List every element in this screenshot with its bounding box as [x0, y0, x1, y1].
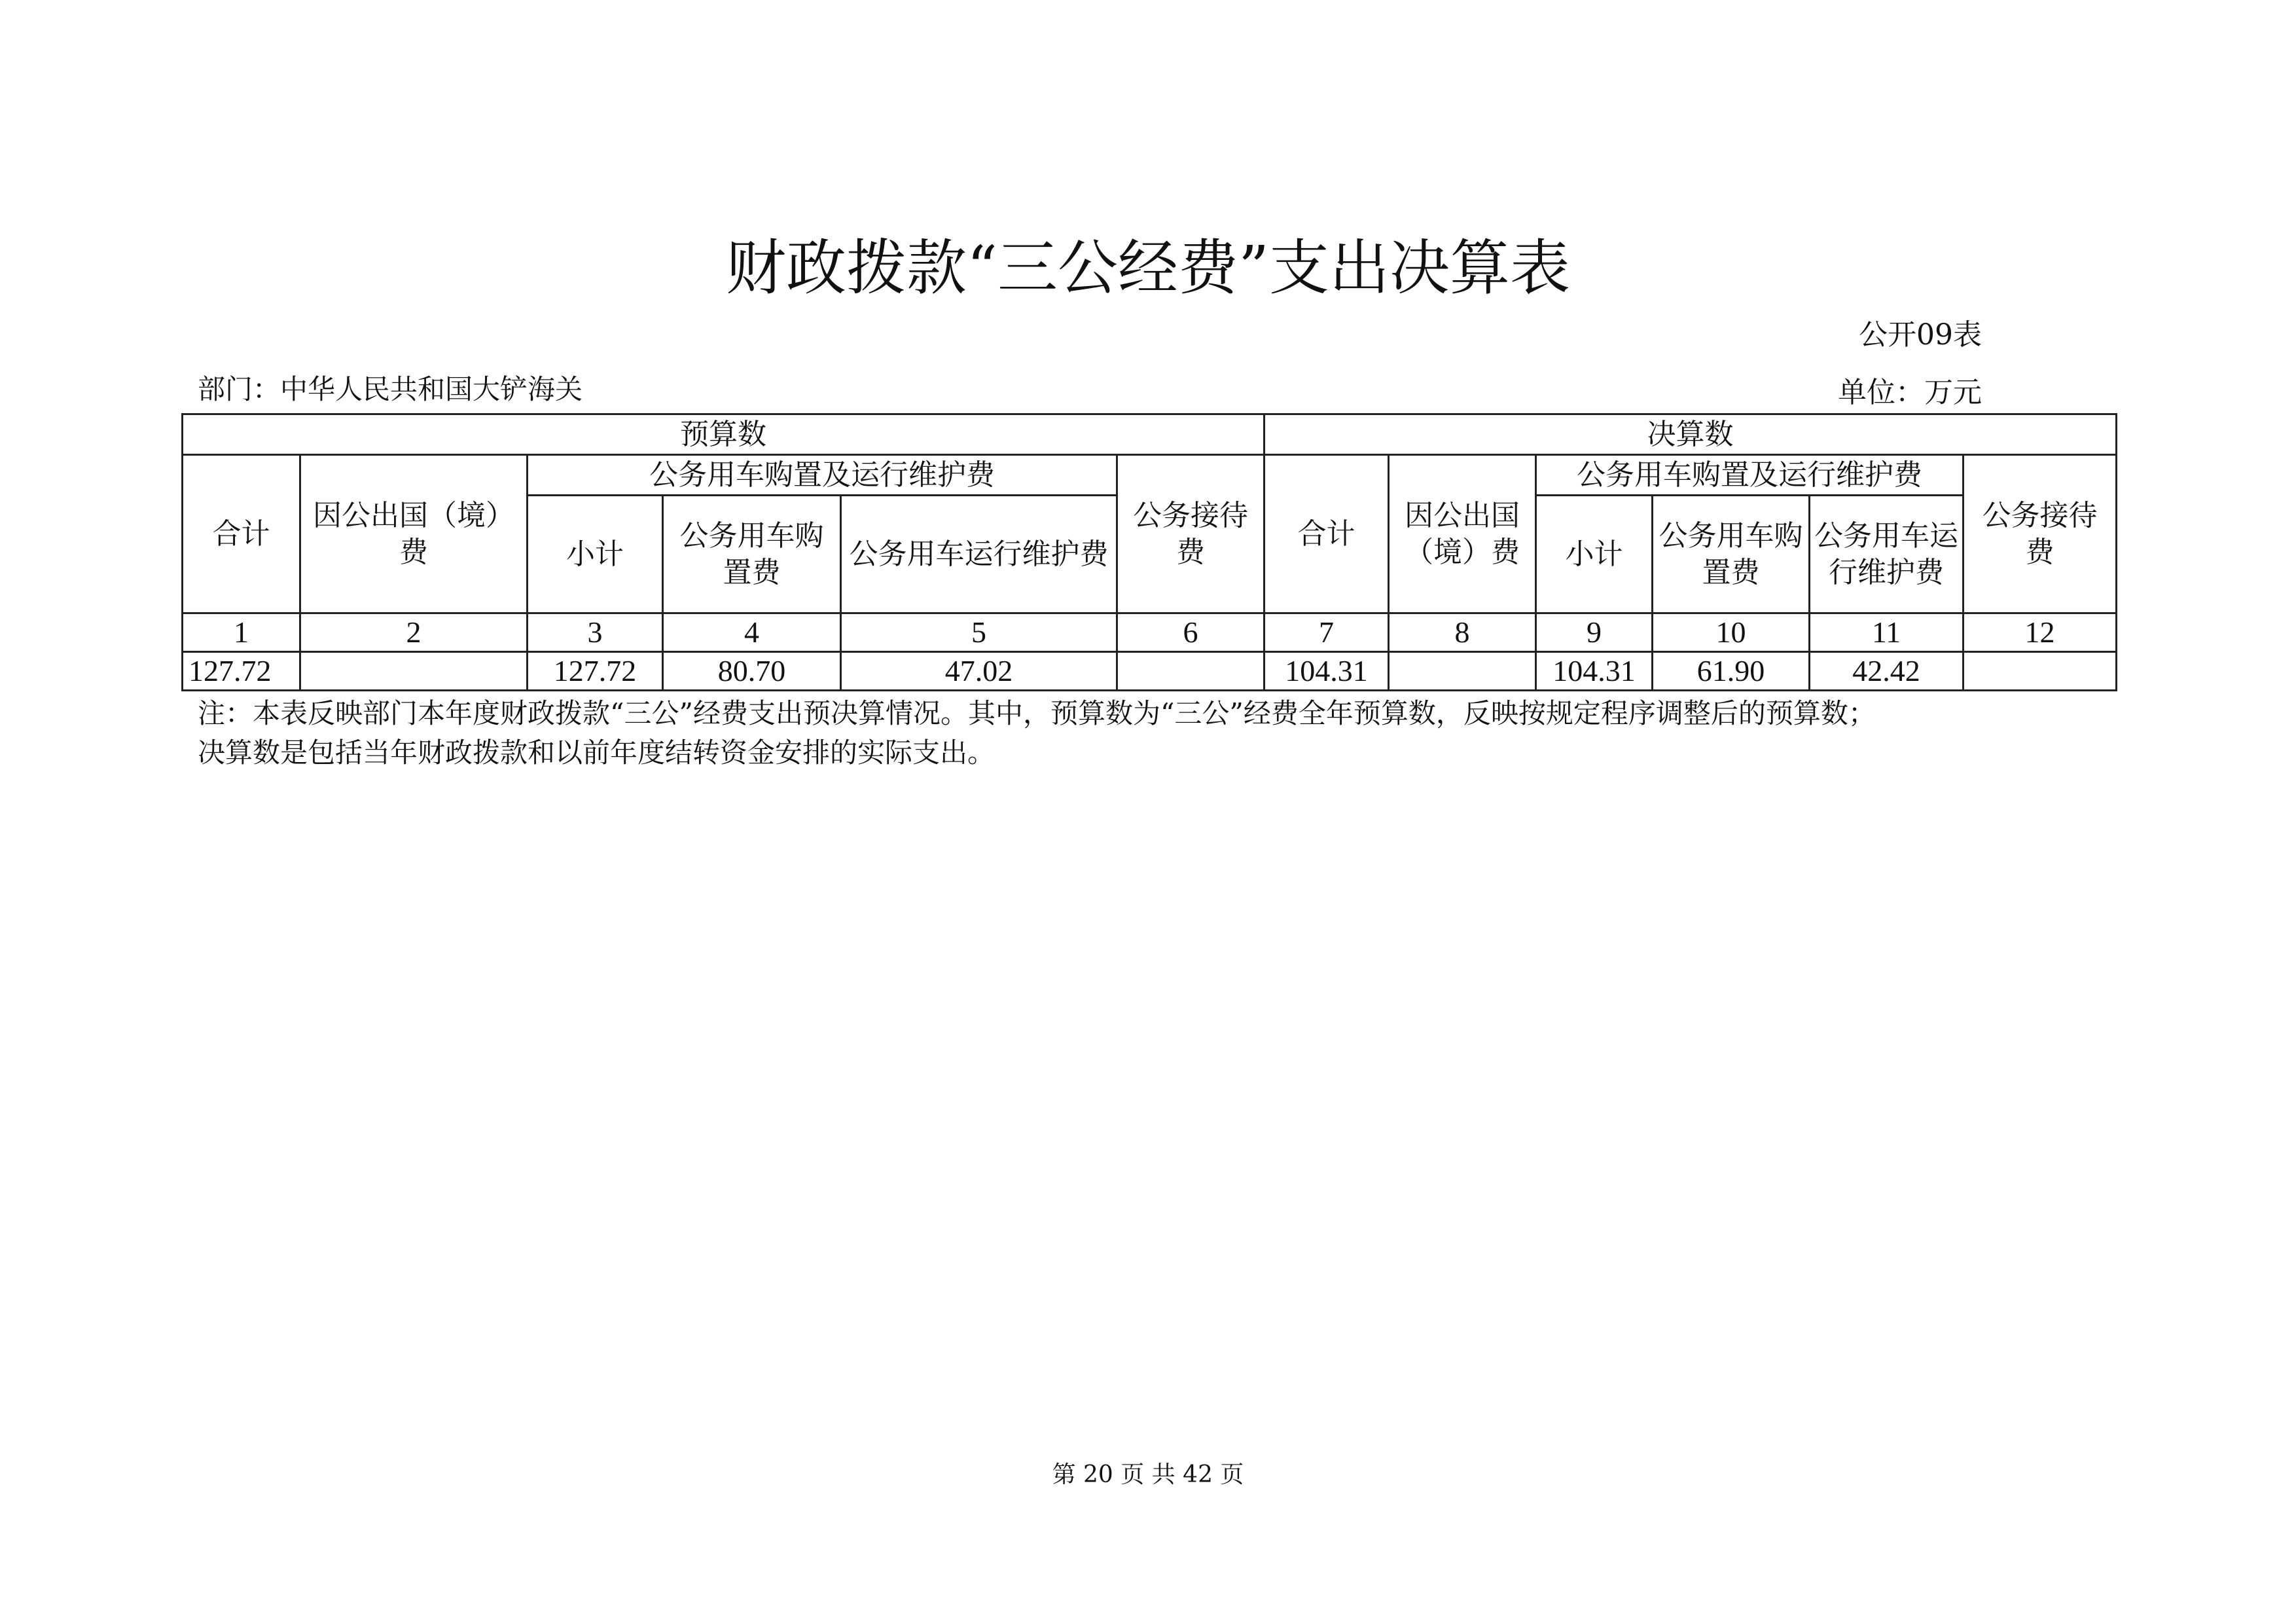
department-label: 部门：中华人民共和国大铲海关 — [198, 373, 583, 405]
column-number: 9 — [1536, 613, 1653, 652]
column-number: 7 — [1265, 613, 1389, 652]
budget-vehicle-purchase-header: 公务用车购置费 — [663, 496, 841, 613]
column-number-row — [183, 613, 2117, 652]
final-total-header: 合计 — [1265, 455, 1389, 613]
final-group-header: 决算数 — [1265, 414, 2117, 455]
final-subtotal-header: 小计 — [1536, 496, 1653, 613]
page-title: 财政拨款“三公经费”支出决算表 — [725, 233, 1571, 303]
table-note — [198, 694, 2128, 773]
budget-vehicle-purchase-value: 80.70 — [663, 652, 841, 691]
budget-subtotal-header: 小计 — [528, 496, 663, 613]
final-vehicle-operation-value: 42.42 — [1810, 652, 1964, 691]
budget-abroad-value — [300, 652, 528, 691]
budget-vehicle-group-header: 公务用车购置及运行维护费 — [528, 455, 1117, 496]
page-footer: 第 20 页 共 42 页 — [1052, 1461, 1244, 1488]
column-number: 8 — [1389, 613, 1536, 652]
final-abroad-header: 因公出国（境）费 — [1389, 455, 1536, 613]
final-vehicle-operation-header: 公务用车运行维护费 — [1810, 496, 1964, 613]
final-vehicle-purchase-value: 61.90 — [1653, 652, 1810, 691]
unit-label: 单位：万元 — [1838, 376, 1982, 409]
column-number: 2 — [300, 613, 528, 652]
column-number: 4 — [663, 613, 841, 652]
budget-reception-header: 公务接待费 — [1117, 455, 1265, 613]
column-number: 3 — [528, 613, 663, 652]
column-number: 12 — [1964, 613, 2117, 652]
budget-reception-value — [1117, 652, 1265, 691]
final-total-value: 104.31 — [1265, 652, 1389, 691]
final-vehicle-purchase-header: 公务用车购置费 — [1653, 496, 1810, 613]
budget-vehicle-operation-value: 47.02 — [841, 652, 1117, 691]
final-reception-header: 公务接待费 — [1964, 455, 2117, 613]
column-number: 10 — [1653, 613, 1810, 652]
column-number: 6 — [1117, 613, 1265, 652]
expenditure-table — [181, 413, 2117, 691]
final-reception-value — [1964, 652, 2117, 691]
column-number: 1 — [183, 613, 300, 652]
final-subtotal-value: 104.31 — [1536, 652, 1653, 691]
budget-total-value: 127.72 — [183, 652, 300, 691]
budget-abroad-header: 因公出国（境）费 — [300, 455, 528, 613]
note-line: 注：本表反映部门本年度财政拨款“三公”经费支出预决算情况。其中，预算数为“三公”经费全年预算数，反映按规定程序调整后的预算数； — [198, 697, 1876, 729]
budget-total-header: 合计 — [183, 455, 300, 613]
final-vehicle-group-header: 公务用车购置及运行维护费 — [1536, 455, 1964, 496]
form-number: 公开09表 — [1859, 318, 1982, 352]
budget-group-header: 预算数 — [183, 414, 1265, 455]
column-number: 5 — [841, 613, 1117, 652]
note-line: 决算数是包括当年财政拨款和以前年度结转资金安排的实际支出。 — [198, 737, 996, 769]
final-abroad-value — [1389, 652, 1536, 691]
budget-subtotal-value: 127.72 — [528, 652, 663, 691]
value-row — [183, 652, 2117, 691]
budget-vehicle-operation-header: 公务用车运行维护费 — [841, 496, 1117, 613]
column-number: 11 — [1810, 613, 1964, 652]
